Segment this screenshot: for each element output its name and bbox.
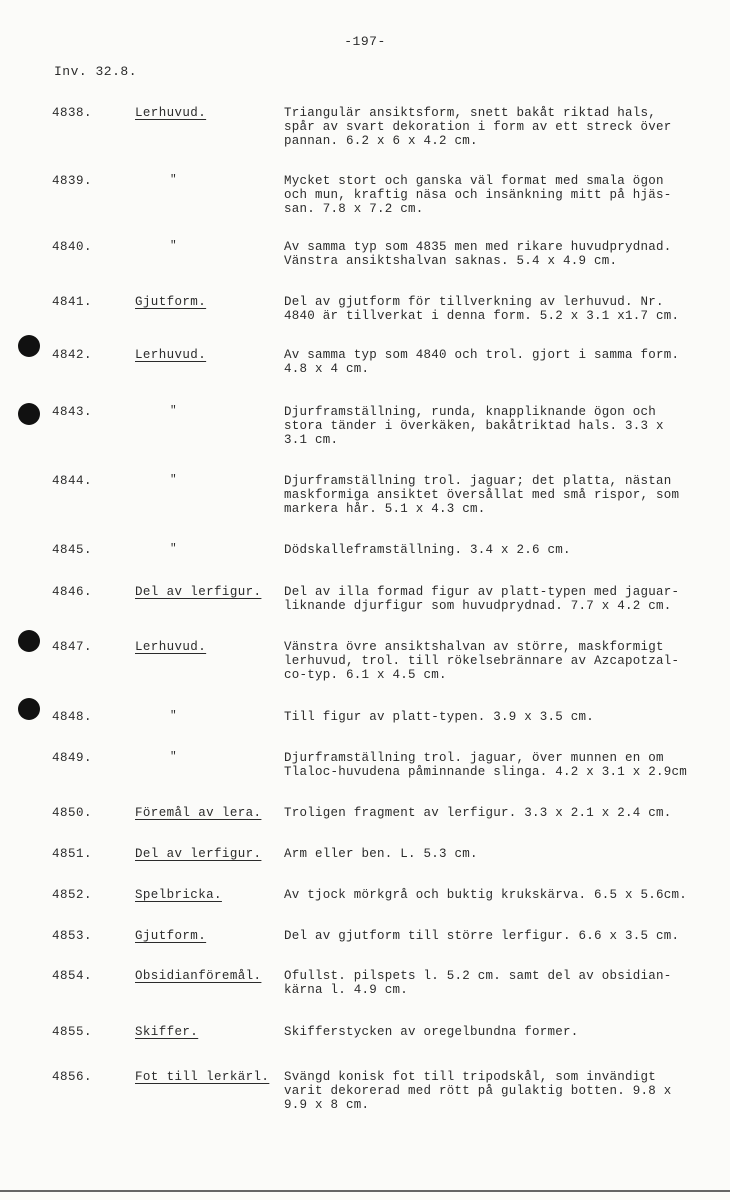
punch-hole <box>18 335 40 357</box>
entry-category: Fot till lerkärl. <box>135 1070 270 1084</box>
description-line: Djurframställning, runda, knappliknande ögon och <box>284 405 657 419</box>
entry-number: 4842. <box>52 348 93 362</box>
entry-category: Gjutform. <box>135 295 207 309</box>
punch-hole <box>18 630 40 652</box>
entry-category-ditto: " <box>170 543 177 555</box>
description-line: Djurframställning trol. jaguar; det platta, nästan <box>284 474 672 488</box>
description-line: maskformiga ansiktet översållat med små rispor, som <box>284 488 680 502</box>
entry-description <box>284 106 714 148</box>
description-line: Skifferstycken av oregelbundna former. <box>284 1025 579 1039</box>
description-line: Troligen fragment av lerfigur. 3.3 x 2.1 x 2.4 cm. <box>284 806 672 820</box>
entry-number: 4843. <box>52 405 93 419</box>
description-line: 4.8 x 4 cm. <box>284 362 370 376</box>
description-line: Till figur av platt-typen. 3.9 x 3.5 cm. <box>284 710 595 724</box>
description-line: 3.1 cm. <box>284 433 339 447</box>
entry-description <box>284 405 714 447</box>
description-line: varit dekorerad med rött på gulaktig botten. 9.8 x <box>284 1084 672 1098</box>
entry-description <box>284 888 714 902</box>
entry-category: Lerhuvud. <box>135 640 207 654</box>
entry-description <box>284 1025 714 1039</box>
entry-category-ditto: " <box>170 751 177 763</box>
entry-number: 4840. <box>52 240 93 254</box>
entry-category: Spelbricka. <box>135 888 222 902</box>
description-line: kärna l. 4.9 cm. <box>284 983 409 997</box>
punch-hole <box>18 698 40 720</box>
description-line: liknande djurfigur som huvudprydnad. 7.7 x 4.2 cm. <box>284 599 672 613</box>
entry-description <box>284 847 714 861</box>
entry-description <box>284 640 714 682</box>
description-line: lerhuvud, trol. till rökelsebrännare av Azcapotzal- <box>284 654 680 668</box>
entry-description <box>284 295 714 323</box>
entry-number: 4856. <box>52 1070 93 1084</box>
entry-number: 4849. <box>52 751 93 765</box>
description-line: 4840 är tillverkat i denna form. 5.2 x 3.1 x1.7 cm. <box>284 309 680 323</box>
entry-description <box>284 710 714 724</box>
entry-number: 4853. <box>52 929 93 943</box>
entry-number: 4838. <box>52 106 93 120</box>
entry-number: 4854. <box>52 969 93 983</box>
entry-number: 4846. <box>52 585 93 599</box>
description-line: co-typ. 6.1 x 4.5 cm. <box>284 668 447 682</box>
entry-description <box>284 348 714 376</box>
entry-description <box>284 751 714 779</box>
entry-number: 4841. <box>52 295 93 309</box>
description-line: Vänstra ansiktshalvan saknas. 5.4 x 4.9 cm. <box>284 254 618 268</box>
entry-category: Lerhuvud. <box>135 106 207 120</box>
entry-category-ditto: " <box>170 240 177 252</box>
description-line: Vänstra övre ansiktshalvan av större, maskformigt <box>284 640 664 654</box>
description-line: 9.9 x 8 cm. <box>284 1098 370 1112</box>
description-line: och mun, kraftig näsa och insänkning mitt på hjäs- <box>284 188 672 202</box>
description-line: Del av gjutform för tillverkning av lerhuvud. Nr. <box>284 295 664 309</box>
entry-number: 4851. <box>52 847 93 861</box>
description-line: markera hår. 5.1 x 4.3 cm. <box>284 502 486 516</box>
entry-category: Del av lerfigur. <box>135 847 262 861</box>
entry-number: 4845. <box>52 543 93 557</box>
description-line: stora tänder i överkäken, bakåtriktad hals. 3.3 x <box>284 419 664 433</box>
entry-description <box>284 240 714 268</box>
page-bottom-rule <box>0 1190 730 1192</box>
description-line: san. 7.8 x 7.2 cm. <box>284 202 424 216</box>
entry-number: 4852. <box>52 888 93 902</box>
entry-category-ditto: " <box>170 710 177 722</box>
description-line: Triangulär ansiktsform, snett bakåt riktad hals, <box>284 106 657 120</box>
entry-category: Föremål av lera. <box>135 806 262 820</box>
inventory-label: Inv. 32.8. <box>54 64 138 79</box>
description-line: Av samma typ som 4840 och trol. gjort i samma form. <box>284 348 680 362</box>
entry-number: 4847. <box>52 640 93 654</box>
entry-number: 4839. <box>52 174 93 188</box>
entry-description <box>284 174 714 216</box>
page-number: -197- <box>344 34 386 49</box>
entry-category-ditto: " <box>170 174 177 186</box>
entry-description <box>284 474 714 516</box>
entry-number: 4855. <box>52 1025 93 1039</box>
entry-category: Lerhuvud. <box>135 348 207 362</box>
description-line: Del av gjutform till större lerfigur. 6.6 x 3.5 cm. <box>284 929 680 943</box>
entry-description <box>284 1070 714 1112</box>
entry-category: Del av lerfigur. <box>135 585 262 599</box>
description-line: Arm eller ben. L. 5.3 cm. <box>284 847 478 861</box>
description-line: spår av svart dekoration i form av ett streck över <box>284 120 672 134</box>
entry-description <box>284 929 714 943</box>
description-line: Mycket stort och ganska väl format med smala ögon <box>284 174 664 188</box>
entry-number: 4850. <box>52 806 93 820</box>
entry-category: Skiffer. <box>135 1025 199 1039</box>
entry-category: Gjutform. <box>135 929 207 943</box>
description-line: Av tjock mörkgrå och buktig krukskärva. 6.5 x 5.6cm. <box>284 888 688 902</box>
description-line: Tlaloc-huvudena påminnande slinga. 4.2 x 3.1 x 2.9cm <box>284 765 688 779</box>
description-line: Djurframställning trol. jaguar, över munnen en om <box>284 751 664 765</box>
entry-category-ditto: " <box>170 405 177 417</box>
entry-description <box>284 806 714 820</box>
entry-number: 4844. <box>52 474 93 488</box>
entry-category-ditto: " <box>170 474 177 486</box>
description-line: Del av illa formad figur av platt-typen med jaguar- <box>284 585 680 599</box>
punch-hole <box>18 403 40 425</box>
description-line: Dödskalleframställning. 3.4 x 2.6 cm. <box>284 543 571 557</box>
entry-category: Obsidianföremål. <box>135 969 262 983</box>
entry-description <box>284 543 714 557</box>
description-line: pannan. 6.2 x 6 x 4.2 cm. <box>284 134 478 148</box>
description-line: Svängd konisk fot till tripodskål, som invändigt <box>284 1070 657 1084</box>
entry-number: 4848. <box>52 710 93 724</box>
description-line: Av samma typ som 4835 men med rikare huvudprydnad. <box>284 240 672 254</box>
description-line: Ofullst. pilspets l. 5.2 cm. samt del av obsidian- <box>284 969 672 983</box>
entry-description <box>284 969 714 997</box>
entry-description <box>284 585 714 613</box>
